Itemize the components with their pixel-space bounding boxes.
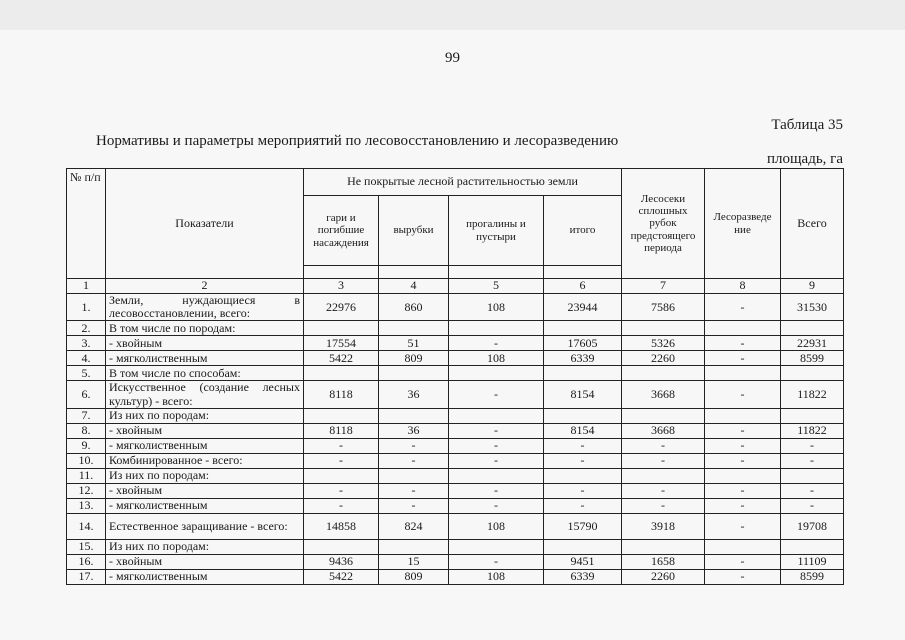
row-value: [705, 321, 781, 336]
row-label: - хвойным: [106, 554, 304, 569]
row-value: -: [622, 483, 705, 498]
row-value: -: [304, 438, 379, 453]
row-value: -: [449, 453, 544, 468]
row-value: -: [705, 381, 781, 408]
row-number: 17.: [67, 569, 106, 584]
row-label: В том числе по способам:: [106, 366, 304, 381]
row-label: - хвойным: [106, 336, 304, 351]
row-value: 17554: [304, 336, 379, 351]
row-value: [705, 408, 781, 423]
row-value: 11109: [781, 554, 844, 569]
row-value: [622, 366, 705, 381]
row-value: 9436: [304, 554, 379, 569]
row-number: 16.: [67, 554, 106, 569]
row-number: 12.: [67, 483, 106, 498]
row-value: -: [705, 483, 781, 498]
row-number: 3.: [67, 336, 106, 351]
table-title: Нормативы и параметры мероприятий по лесовосстановлению и лесоразведению: [96, 133, 619, 149]
header-glades: прогалины и пустыри: [449, 196, 544, 266]
row-value: 6339: [544, 569, 622, 584]
table-row: [67, 554, 844, 569]
row-value: 11822: [781, 423, 844, 438]
row-number: 4.: [67, 351, 106, 366]
row-value: 22976: [304, 294, 379, 321]
row-value: [449, 539, 544, 554]
header-group: Не покрытые лесной растительностью земли: [304, 169, 622, 196]
row-number: 15.: [67, 539, 106, 554]
row-label: - хвойным: [106, 483, 304, 498]
row-number: 11.: [67, 468, 106, 483]
row-value: -: [622, 498, 705, 513]
row-value: 809: [379, 351, 449, 366]
row-value: 108: [449, 294, 544, 321]
row-value: [544, 321, 622, 336]
row-value: 108: [449, 569, 544, 584]
row-value: 31530: [781, 294, 844, 321]
table-row: [67, 453, 844, 468]
row-value: 8154: [544, 423, 622, 438]
row-value: 14858: [304, 513, 379, 539]
row-value: 5422: [304, 351, 379, 366]
row-number: 9.: [67, 438, 106, 453]
row-value: 809: [379, 569, 449, 584]
header-num: № п/п: [67, 169, 106, 279]
row-value: -: [781, 483, 844, 498]
row-label: Земли, нуждающиеся в лесовосстановлении, всего:: [106, 294, 304, 321]
row-label: - мягколиственным: [106, 498, 304, 513]
row-value: 9451: [544, 554, 622, 569]
row-value: -: [449, 554, 544, 569]
row-value: 8599: [781, 569, 844, 584]
row-value: 19708: [781, 513, 844, 539]
row-label: Комбинированное - всего:: [106, 453, 304, 468]
table-row: [67, 321, 844, 336]
row-value: 6339: [544, 351, 622, 366]
col-number: 7: [622, 279, 705, 294]
header-afforestation: Лесоразведе ние: [705, 169, 781, 279]
row-value: [781, 408, 844, 423]
row-value: -: [781, 438, 844, 453]
row-value: 8118: [304, 423, 379, 438]
row-value: 51: [379, 336, 449, 351]
row-value: [705, 539, 781, 554]
row-value: [449, 468, 544, 483]
row-value: -: [544, 438, 622, 453]
table-row: [67, 513, 844, 539]
row-value: [544, 408, 622, 423]
table-row: [67, 569, 844, 584]
row-value: 36: [379, 381, 449, 408]
col-number: 9: [781, 279, 844, 294]
row-label: - мягколиственным: [106, 569, 304, 584]
row-value: -: [449, 423, 544, 438]
row-value: [781, 539, 844, 554]
row-value: 1658: [622, 554, 705, 569]
row-value: -: [622, 453, 705, 468]
row-value: [622, 468, 705, 483]
row-number: 7.: [67, 408, 106, 423]
row-value: -: [449, 336, 544, 351]
row-value: 5326: [622, 336, 705, 351]
row-value: [449, 408, 544, 423]
row-value: 824: [379, 513, 449, 539]
row-value: 11822: [781, 381, 844, 408]
col-number: 6: [544, 279, 622, 294]
row-value: [379, 321, 449, 336]
row-value: 8118: [304, 381, 379, 408]
scan-top-margin: [0, 0, 905, 30]
row-label: Естественное заращивание - всего:: [106, 513, 304, 539]
row-value: [304, 321, 379, 336]
row-value: -: [449, 483, 544, 498]
col-number: 2: [106, 279, 304, 294]
row-value: 15: [379, 554, 449, 569]
col-number: 3: [304, 279, 379, 294]
row-value: 8154: [544, 381, 622, 408]
header-subtotal: итого: [544, 196, 622, 266]
row-value: [379, 408, 449, 423]
table-row: [67, 351, 844, 366]
row-value: [705, 468, 781, 483]
row-value: [622, 408, 705, 423]
row-value: [781, 321, 844, 336]
col-number: 1: [67, 279, 106, 294]
row-value: -: [705, 513, 781, 539]
row-value: 108: [449, 351, 544, 366]
row-value: 36: [379, 423, 449, 438]
row-number: 6.: [67, 381, 106, 408]
table-row: [67, 468, 844, 483]
col-number: 5: [449, 279, 544, 294]
row-value: -: [705, 554, 781, 569]
row-value: 8599: [781, 351, 844, 366]
row-number: 14.: [67, 513, 106, 539]
row-value: -: [379, 438, 449, 453]
header-burnt: гари и погибшие насаждения: [304, 196, 379, 266]
forest-restoration-table: [66, 168, 844, 585]
row-number: 10.: [67, 453, 106, 468]
page-number: 99: [445, 50, 460, 66]
table-row: [67, 336, 844, 351]
row-value: [544, 468, 622, 483]
row-value: -: [379, 498, 449, 513]
row-value: 17605: [544, 336, 622, 351]
row-value: -: [449, 498, 544, 513]
row-value: -: [449, 381, 544, 408]
row-number: 13.: [67, 498, 106, 513]
col-number: 4: [379, 279, 449, 294]
table-row: [67, 539, 844, 554]
header-indicators: Показатели: [106, 169, 304, 279]
row-value: 3918: [622, 513, 705, 539]
row-number: 5.: [67, 366, 106, 381]
unit-label: площадь, га: [766, 151, 843, 167]
row-value: [304, 468, 379, 483]
row-label: - мягколиственным: [106, 438, 304, 453]
row-value: -: [379, 483, 449, 498]
row-label: Искусственное (создание лесных культур) - всего:: [106, 381, 304, 408]
row-value: [622, 321, 705, 336]
row-value: [781, 468, 844, 483]
row-value: [379, 539, 449, 554]
row-value: [304, 539, 379, 554]
row-value: [544, 366, 622, 381]
row-value: 108: [449, 513, 544, 539]
row-value: -: [705, 423, 781, 438]
row-value: [705, 366, 781, 381]
row-value: -: [304, 483, 379, 498]
row-value: [304, 408, 379, 423]
row-value: [544, 539, 622, 554]
row-value: -: [449, 438, 544, 453]
header-clearcuts: Лесосеки сплошных рубок предстоящего периода: [622, 169, 705, 279]
row-value: -: [781, 453, 844, 468]
table-label: Таблица 35: [771, 117, 843, 133]
row-value: 15790: [544, 513, 622, 539]
table-row: [67, 498, 844, 513]
row-value: 23944: [544, 294, 622, 321]
row-value: 22931: [781, 336, 844, 351]
row-value: 3668: [622, 381, 705, 408]
row-value: [781, 366, 844, 381]
row-value: 3668: [622, 423, 705, 438]
row-label: В том числе по породам:: [106, 321, 304, 336]
row-value: -: [544, 498, 622, 513]
row-value: [449, 321, 544, 336]
row-value: -: [705, 351, 781, 366]
table-row: [67, 294, 844, 321]
row-label: Из них по породам:: [106, 408, 304, 423]
row-value: -: [304, 453, 379, 468]
row-value: [622, 539, 705, 554]
row-label: Из них по породам:: [106, 468, 304, 483]
column-number-row: [67, 279, 844, 294]
row-value: [304, 366, 379, 381]
row-label: - мягколиственным: [106, 351, 304, 366]
header-total: Всего: [781, 169, 844, 279]
row-number: 1.: [67, 294, 106, 321]
row-value: -: [705, 438, 781, 453]
row-value: -: [544, 483, 622, 498]
row-value: 5422: [304, 569, 379, 584]
table-row: [67, 423, 844, 438]
table-row: [67, 381, 844, 408]
col-number: 8: [705, 279, 781, 294]
row-number: 8.: [67, 423, 106, 438]
row-value: [379, 468, 449, 483]
row-value: -: [705, 336, 781, 351]
row-value: -: [781, 498, 844, 513]
row-value: [449, 366, 544, 381]
row-value: -: [622, 438, 705, 453]
row-value: 2260: [622, 351, 705, 366]
header-cutovers: вырубки: [379, 196, 449, 266]
row-value: 2260: [622, 569, 705, 584]
row-value: -: [705, 498, 781, 513]
table-row: [67, 483, 844, 498]
row-label: - хвойным: [106, 423, 304, 438]
table-row: [67, 408, 844, 423]
row-value: -: [544, 453, 622, 468]
table-row: [67, 366, 844, 381]
table-row: [67, 438, 844, 453]
row-value: -: [705, 569, 781, 584]
row-value: 7586: [622, 294, 705, 321]
row-value: [379, 366, 449, 381]
row-number: 2.: [67, 321, 106, 336]
row-value: -: [304, 498, 379, 513]
row-value: 860: [379, 294, 449, 321]
row-value: -: [705, 294, 781, 321]
row-value: -: [705, 453, 781, 468]
row-value: -: [379, 453, 449, 468]
row-label: Из них по породам:: [106, 539, 304, 554]
